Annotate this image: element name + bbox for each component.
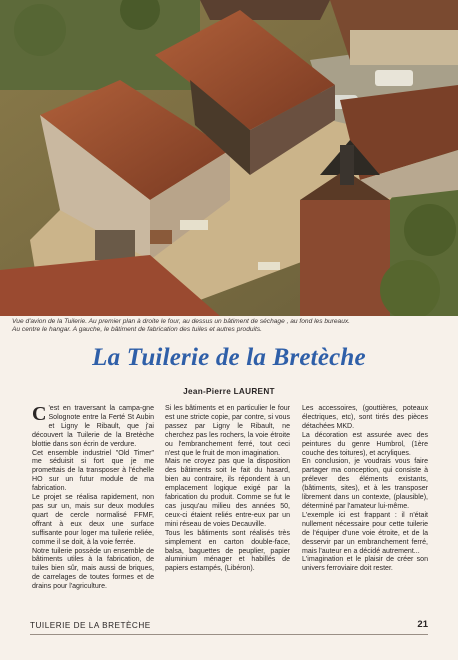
article-author: Jean-Pierre LAURENT xyxy=(183,387,275,396)
caption-line-2: Au centre le hangar. A gauche, le bâtiment de fabrication des tuiles et autres produits. xyxy=(12,325,262,333)
paragraph: Les accessoires, (gouttières, poteaux électriques, etc), sont tirés des pièces détachées MKD. xyxy=(302,405,428,430)
paragraph: L'imagination et le plaisir de créer son univers ferroviaire doit rester. xyxy=(302,556,428,573)
footer-divider xyxy=(30,634,428,635)
paragraph: En conclusion, je voudrais vous faire partager ma conception, qui consiste à prélever des éléments existants, (bâtiments, sites), et à les transposer librement dans un contexte, (plausible), déterminé par l'amateur lui-même. xyxy=(302,458,428,510)
paragraph: La décoration est assurée avec des peintures du genre Humbrol, (1ère couche des toitures), et acryliques. xyxy=(302,431,428,457)
paragraph: Cet ensemble industriel "Old Timer" me séduisit si fort que je me promettais de la transposer à l'échelle HO sur un futur module de ma fabrication. xyxy=(32,449,154,493)
page-number: 21 xyxy=(417,619,428,630)
paragraph: Mais ne croyez pas que la disposition des bâtiments soit le fait du hasard, bien au contraire, ils répondent à un emplacement logique exigé par la fabrication du produit. Comme se fut le cas jusqu'au milieu des années 50, ceux-ci étaient reliés entre-eux par un mini réseau de voies Decauville. xyxy=(165,458,290,528)
paragraph: Tous les bâtiments sont réalisés très simplement en carton double-face, balsa, baguettes de peuplier, papier aluminium ménager et habillés de papiers estampés, (Libéron). xyxy=(165,529,290,573)
caption-line-1: Vue d'avion de la Tuilerie. Au premier plan à droite le four, au dessus un bâtiment de séchage , au fond les bureaux. xyxy=(12,318,350,325)
dropcap: C xyxy=(32,403,47,425)
article-column-2 xyxy=(165,405,290,574)
paragraph: Si les bâtiments et en particulier le four est une stricte copie, par contre, si vous passez par Ligny le Ribault, ne cherchez pas les rochers, la voie étroite ou l'embranchement ferré, tout ceci n'est que le fruit de mon imagination. xyxy=(165,405,290,457)
article-title: La Tuilerie de la Bretèche xyxy=(92,344,366,371)
paragraph: C 'est en traversant la campa-gne Solognote entre la Ferté St Aubin et Ligny le Ribault, que j'ai découvert la Tuilerie de la Bretèche blottie dans son écrin de verdure. xyxy=(32,403,154,448)
photo-caption xyxy=(12,318,448,333)
article-column-1 xyxy=(32,405,154,592)
paragraph: Le projet se réalisa rapidement, non pas sur un, mais sur deux modules quart de cercle normalisé FFMF, offrant à eux deux une surface suffisante pour loger ma tuilerie reliée, comme il se doit, à la voie ferrée. xyxy=(32,494,154,546)
paragraph: L'exemple ici est frappant : il n'était nullement nécessaire pour cette tuilerie de l'équiper d'une voie étroite, et de la desservir par un embranchement ferré, mais l'auteur en a décidé autrement... xyxy=(302,511,428,555)
article-column-3 xyxy=(302,405,428,574)
diorama-photo xyxy=(0,0,458,316)
paragraph: Notre tuilerie possède un ensemble de bâtiments utiles à la fabrication, de tuiles bien sûr, mais aussi de briques, de carrelages de toutes formes et de drains pour l'agriculture. xyxy=(32,547,154,591)
footer-section-title: TUILERIE DE LA BRETÈCHE xyxy=(30,621,151,630)
